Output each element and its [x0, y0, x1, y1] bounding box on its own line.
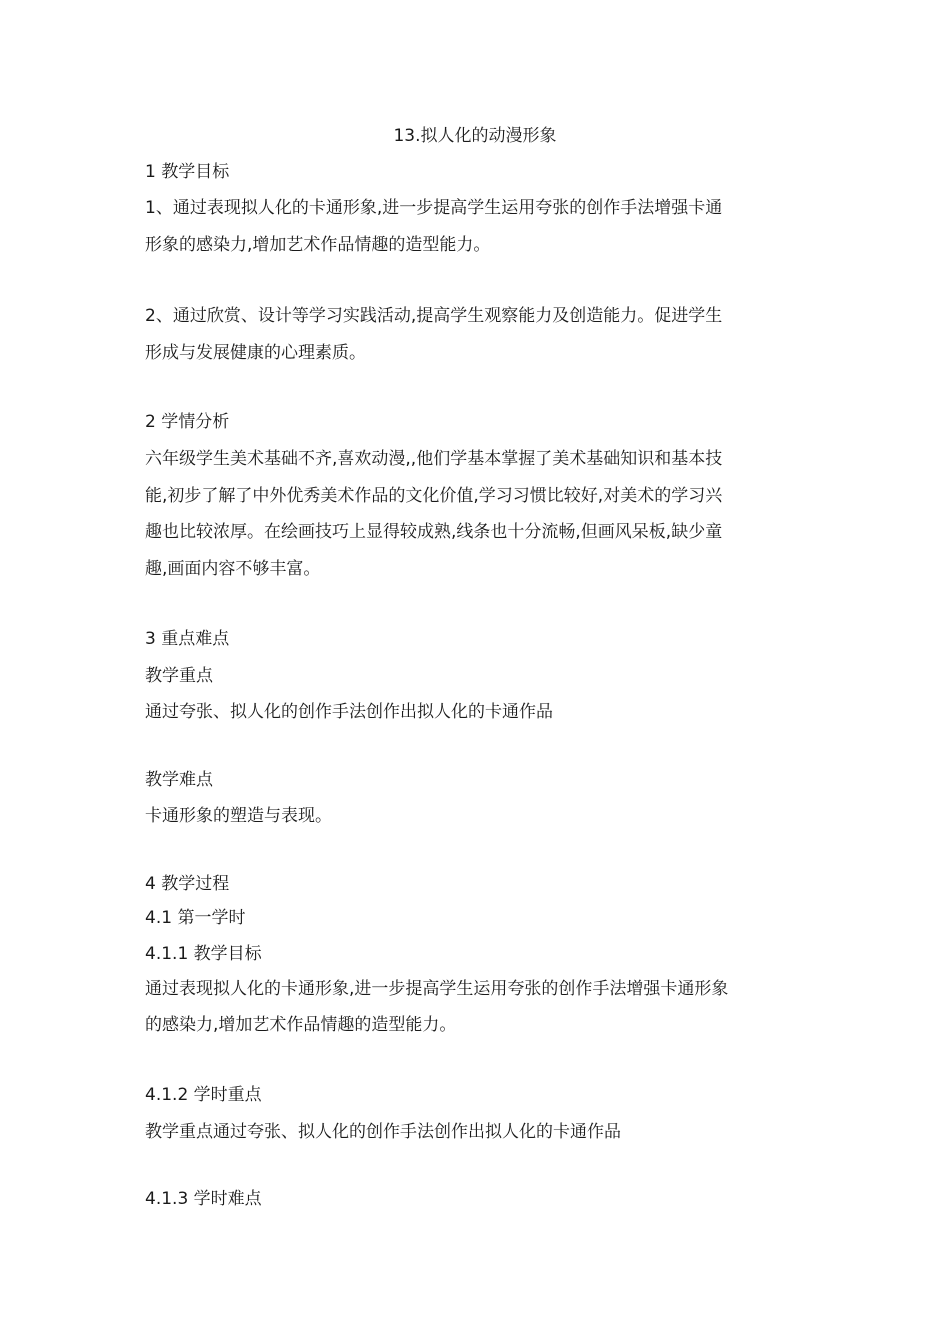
period-key-points-text: 教学重点通过夸张、拟人化的创作手法创作出拟人化的卡通作品 [145, 1122, 621, 1142]
objective-2-line-2: 形成与发展健康的心理素质。 [145, 343, 366, 363]
objective-1-line-2: 形象的感染力,增加艺术作品情趣的造型能力。 [145, 235, 491, 255]
subsection-period-difficulties: 4.1.3 学时难点 [145, 1189, 262, 1209]
analysis-line-1: 六年级学生美术基础不齐,喜欢动漫,,他们学基本掌握了美术基础知识和基本技 [145, 449, 723, 469]
period-objectives-line-2: 的感染力,增加艺术作品情趣的造型能力。 [145, 1015, 457, 1035]
section-heading-analysis: 2 学情分析 [145, 412, 230, 432]
subsection-period-key-points: 4.1.2 学时重点 [145, 1085, 262, 1105]
analysis-line-3: 趣也比较浓厚。在绘画技巧上显得较成熟,线条也十分流畅,但画风呆板,缺少童 [145, 522, 723, 542]
difficulty-text: 卡通形象的塑造与表现。 [145, 806, 332, 826]
subsection-first-period: 4.1 第一学时 [145, 908, 246, 928]
section-heading-process: 4 教学过程 [145, 874, 230, 894]
key-point-text: 通过夸张、拟人化的创作手法创作出拟人化的卡通作品 [145, 702, 553, 722]
period-objectives-line-1: 通过表现拟人化的卡通形象,进一步提高学生运用夸张的创作手法增强卡通形象 [145, 979, 729, 999]
section-heading-objectives: 1 教学目标 [145, 162, 230, 182]
subsection-period-objectives: 4.1.1 教学目标 [145, 944, 262, 964]
objective-1-line-1: 1、通过表现拟人化的卡通形象,进一步提高学生运用夸张的创作手法增强卡通 [145, 198, 723, 218]
section-heading-key-points: 3 重点难点 [145, 629, 230, 649]
analysis-line-4: 趣,画面内容不够丰富。 [145, 559, 321, 579]
document-title: 13.拟人化的动漫形象 [393, 126, 557, 146]
objective-2-line-1: 2、通过欣赏、设计等学习实践活动,提高学生观察能力及创造能力。促进学生 [145, 306, 723, 326]
difficulty-label: 教学难点 [145, 770, 213, 790]
analysis-line-2: 能,初步了解了中外优秀美术作品的文化价值,学习习惯比较好,对美术的学习兴 [145, 486, 723, 506]
key-point-label: 教学重点 [145, 666, 213, 686]
